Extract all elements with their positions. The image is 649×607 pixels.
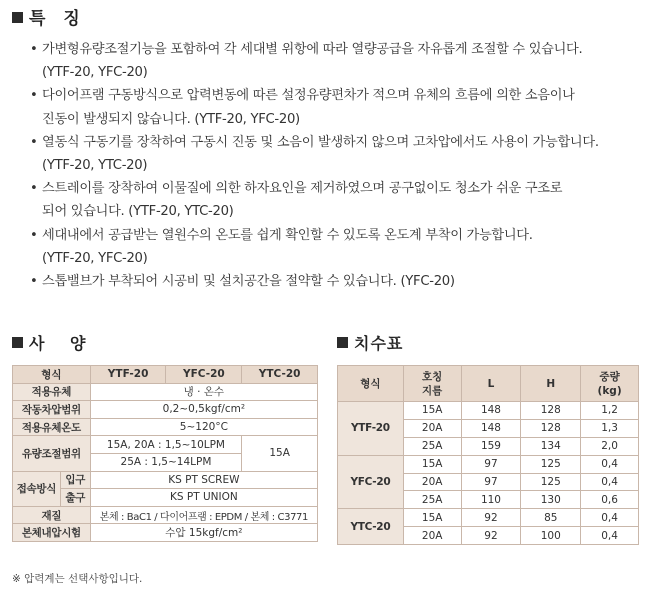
header-cell: L — [461, 366, 521, 402]
footnote: ※ 압력계는 선택사항입니다. — [12, 573, 143, 585]
feature-item — [30, 224, 642, 270]
cell: 134 — [521, 437, 581, 455]
cell: 97 — [461, 455, 521, 473]
cell: 92 — [461, 527, 521, 545]
cell: 냉 · 온수 — [90, 383, 317, 401]
cell: 15A — [403, 402, 461, 420]
feature-line: 되어 있습니다. (YTF-20, YTC-20) — [42, 204, 234, 220]
cell: 0,4 — [581, 527, 639, 545]
feature-line: • 다이어프램 구동방식으로 압력변동에 따른 설정유량편차가 적으며 유체의 흐름에 의한 소음이나 — [42, 88, 575, 104]
cell: KS PT UNION — [90, 489, 317, 507]
dimensions-table — [337, 365, 639, 545]
table-row — [13, 506, 318, 524]
dimensions-heading-text: 치수표 — [354, 334, 404, 353]
header-cell: 중량 (kg) — [581, 366, 639, 402]
table-row — [338, 366, 639, 402]
cell: 15A — [242, 436, 318, 471]
table-row — [13, 418, 318, 436]
cell: 본체 : BaC1 / 다이어프램 : EPDM / 본체 : C3771 — [90, 506, 317, 524]
cell: 125 — [521, 455, 581, 473]
cell: 110 — [461, 491, 521, 509]
cell: 15A — [403, 455, 461, 473]
row-label: 본체내압시험 — [13, 524, 91, 542]
cell: 0,2~0,5kgf/cm² — [90, 401, 317, 419]
feature-item — [30, 38, 642, 84]
cell: 100 — [521, 527, 581, 545]
feature-item — [30, 84, 642, 130]
table-row — [13, 383, 318, 401]
cell: 20A — [403, 473, 461, 491]
cell: 1,3 — [581, 419, 639, 437]
table-row — [338, 402, 639, 420]
feature-item — [30, 177, 642, 223]
feature-line: (YTF-20, YFC-20) — [42, 65, 148, 81]
cell: 20A — [403, 419, 461, 437]
model-cell: YTF-20 — [338, 402, 404, 456]
header-cell: YTC-20 — [242, 366, 318, 384]
cell: 1,2 — [581, 402, 639, 420]
square-bullet-icon — [337, 337, 348, 348]
row-label: 적용유체 — [13, 383, 91, 401]
header-cell: 형식 — [13, 366, 91, 384]
cell: 92 — [461, 509, 521, 527]
feature-line: • 열동식 구동기를 장착하여 구동시 진동 및 소음이 발생하지 않으며 고차압에서도 사용이 가능합니다. — [42, 134, 599, 150]
cell: 2,0 — [581, 437, 639, 455]
table-row — [13, 366, 318, 384]
cell: 20A — [403, 527, 461, 545]
dimensions-heading — [337, 331, 403, 354]
table-row — [13, 471, 318, 489]
row-label: 유량조절범위 — [13, 436, 91, 471]
table-row — [13, 401, 318, 419]
cell: 0,4 — [581, 509, 639, 527]
cell: 0,4 — [581, 473, 639, 491]
header-cell: 호칭 지름 — [403, 366, 461, 402]
cell: 수압 15kgf/cm² — [90, 524, 317, 542]
spec-table — [12, 365, 318, 542]
features-heading — [12, 4, 86, 29]
table-row — [338, 455, 639, 473]
spec-heading-text: 사 양 — [29, 334, 96, 353]
features-heading-text: 특 징 — [29, 9, 86, 29]
row-label: 작동차압범위 — [13, 401, 91, 419]
header-cell: YFC-20 — [166, 366, 242, 384]
feature-line: 진동이 발생되지 않습니다. (YTF-20, YFC-20) — [42, 111, 300, 127]
cell: 85 — [521, 509, 581, 527]
cell: 25A — [403, 491, 461, 509]
feature-line: • 스트레이를 장착하여 이물질에 의한 하자요인을 제거하였으며 공구없이도 청소가 쉬운 구조로 — [42, 181, 563, 197]
model-cell: YTC-20 — [338, 509, 404, 545]
row-sublabel: 출구 — [60, 489, 90, 507]
cell: 148 — [461, 419, 521, 437]
cell: 97 — [461, 473, 521, 491]
feature-item — [30, 131, 642, 177]
feature-line: (YTF-20, YTC-20) — [42, 158, 148, 174]
cell: 25A — [403, 437, 461, 455]
row-label: 접속방식 — [13, 471, 61, 506]
row-sublabel: 입구 — [60, 471, 90, 489]
cell: 15A — [403, 509, 461, 527]
cell: 0,6 — [581, 491, 639, 509]
cell: 128 — [521, 402, 581, 420]
square-bullet-icon — [12, 12, 23, 23]
model-cell: YFC-20 — [338, 455, 404, 509]
cell: 159 — [461, 437, 521, 455]
cell: 130 — [521, 491, 581, 509]
feature-line: (YTF-20, YFC-20) — [42, 250, 148, 266]
header-cell: 형식 — [338, 366, 404, 402]
feature-line: • 가변형유량조절기능을 포함하여 각 세대별 위항에 따라 열량공급을 자유롭게 조절할 수 있습니다. — [42, 42, 583, 57]
row-label: 재질 — [13, 506, 91, 524]
header-cell: H — [521, 366, 581, 402]
square-bullet-icon — [12, 337, 23, 348]
table-row — [338, 509, 639, 527]
cell: 125 — [521, 473, 581, 491]
row-label: 적용유체온도 — [13, 418, 91, 436]
header-cell: YTF-20 — [90, 366, 166, 384]
spec-heading — [12, 331, 95, 354]
feature-line: • 스톱밸브가 부착되어 시공비 및 설치공간을 절약할 수 있습니다. (YFC-20) — [42, 274, 455, 290]
cell: 15A, 20A : 1,5~10LPM — [90, 436, 242, 454]
cell: KS PT SCREW — [90, 471, 317, 489]
cell: 128 — [521, 419, 581, 437]
table-row — [13, 436, 318, 454]
table-row — [13, 524, 318, 542]
cell: 148 — [461, 402, 521, 420]
feature-line: • 세대내에서 공급받는 열원수의 온도를 쉽게 확인할 수 있도록 온도계 부착이 가능합니다. — [42, 227, 533, 243]
features-list — [30, 38, 642, 293]
feature-item — [30, 270, 642, 293]
cell: 5~120°C — [90, 418, 317, 436]
cell: 25A : 1,5~14LPM — [90, 453, 242, 471]
cell: 0,4 — [581, 455, 639, 473]
